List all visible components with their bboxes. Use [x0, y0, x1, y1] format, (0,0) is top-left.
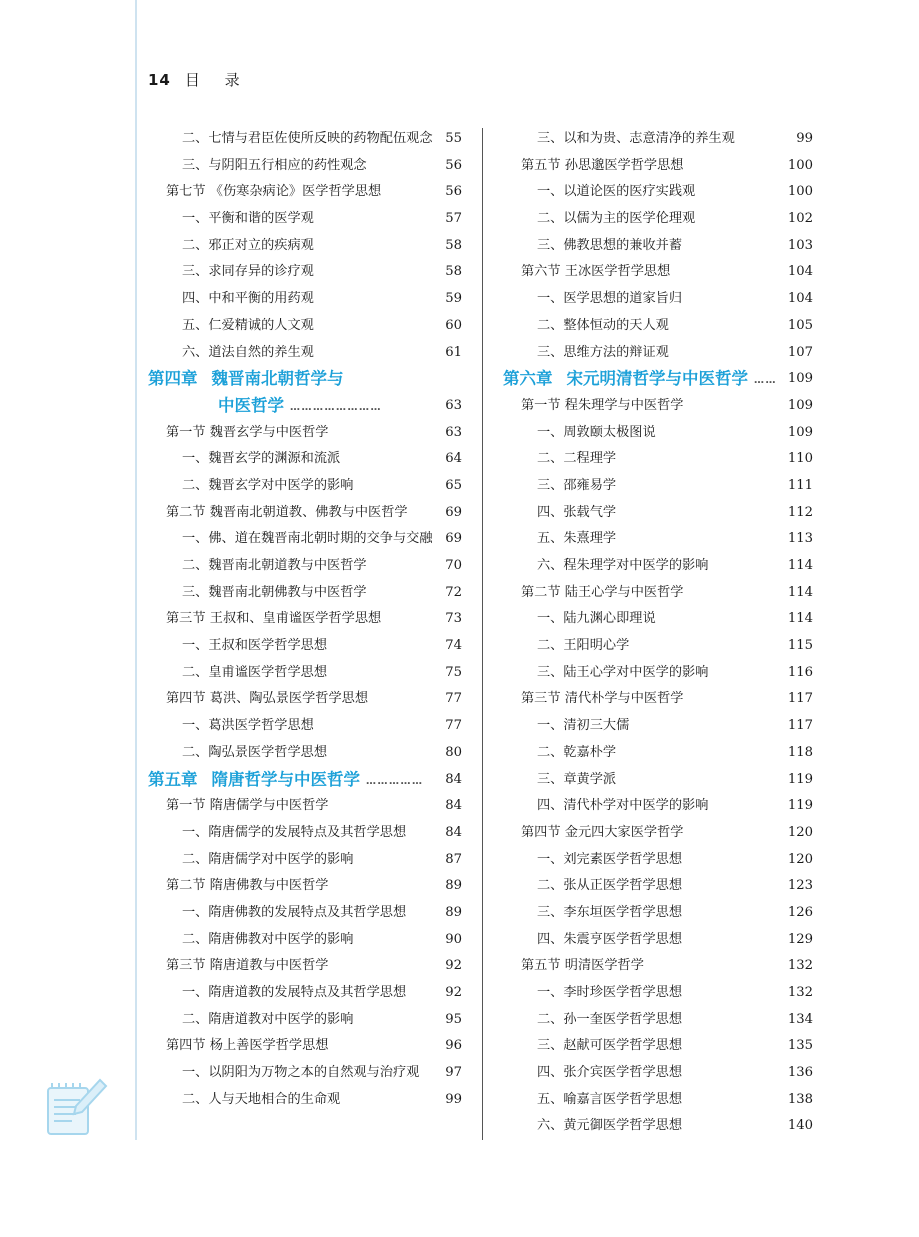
toc-label: 一、隋唐佛教的发展特点及其哲学思想 — [182, 904, 407, 920]
toc-label: 第四节 葛洪、陶弘景医学哲学思想 — [166, 691, 369, 707]
toc-item — [503, 340, 813, 367]
toc-page-number: 84 — [445, 798, 462, 814]
toc-page-number: 105 — [787, 317, 813, 333]
toc-page-number: 129 — [787, 931, 813, 947]
toc-label: 三、求同存异的诊疗观 — [182, 264, 314, 280]
toc-item — [503, 633, 813, 660]
toc-label: 四、中和平衡的用药观 — [182, 291, 314, 307]
toc-item — [503, 767, 813, 794]
toc-label: 一、李时珍医学哲学思想 — [537, 985, 683, 1000]
toc-page-number: 114 — [787, 558, 813, 573]
toc-item — [148, 526, 462, 553]
toc-item — [503, 873, 813, 900]
toc-page-number: 136 — [787, 1065, 813, 1081]
toc-label: 四、清代朴学对中医学的影响 — [537, 798, 709, 814]
toc-item — [503, 847, 813, 874]
toc-page-number: 111 — [787, 477, 813, 493]
toc-label: 四、张载气学 — [537, 504, 617, 520]
toc-page-number: 120 — [787, 851, 813, 867]
toc-item — [503, 126, 813, 153]
toc-label: 第七节 《伤寒杂病论》医学哲学思想 — [166, 184, 382, 200]
toc-label: 三、陆王心学对中医学的影响 — [537, 664, 709, 680]
page-header — [148, 69, 250, 90]
toc-page-number: 92 — [445, 958, 462, 974]
toc-page-number: 132 — [787, 985, 813, 1000]
toc-label: 一、葛洪医学哲学思想 — [182, 718, 314, 734]
toc-page-number: 56 — [445, 184, 462, 200]
leader-dots: …………… — [366, 775, 424, 787]
chapter-title-line2 — [218, 393, 382, 422]
toc-label: 第五节 明清医学哲学 — [521, 958, 644, 974]
page-number: 14 — [148, 71, 171, 89]
chapter-number: 第六章 — [503, 369, 553, 389]
toc-item — [148, 660, 462, 687]
toc-label: 五、喻嘉言医学哲学思想 — [537, 1091, 683, 1107]
toc-label: 六、道法自然的养生观 — [182, 344, 314, 360]
toc-item — [148, 153, 462, 180]
toc-page-number: 65 — [445, 477, 462, 493]
toc-item — [148, 340, 462, 367]
toc-item — [503, 927, 813, 954]
toc-item — [503, 1060, 813, 1087]
toc-page-number: 134 — [787, 1011, 813, 1027]
toc-label: 五、仁爱精诚的人文观 — [182, 317, 314, 333]
toc-page-number: 116 — [787, 664, 813, 680]
toc-item — [503, 553, 813, 580]
toc-label: 三、赵献可医学哲学思想 — [537, 1038, 683, 1054]
toc-column-left — [148, 126, 462, 1113]
toc-label: 二、隋唐佛教对中医学的影响 — [182, 931, 354, 947]
toc-page-number: 126 — [787, 904, 813, 920]
toc-label: 二、隋唐儒学对中医学的影响 — [182, 851, 354, 867]
toc-page-number: 114 — [787, 584, 813, 600]
toc-item — [148, 580, 462, 607]
toc-label: 一、医学思想的道家旨归 — [537, 291, 683, 307]
toc-page-number: 58 — [445, 264, 462, 280]
toc-page-number: 132 — [787, 958, 813, 974]
toc-page-number: 56 — [445, 157, 462, 173]
toc-section — [503, 953, 813, 980]
toc-page-number: 84 — [445, 824, 462, 840]
toc-label: 六、程朱理学对中医学的影响 — [537, 558, 709, 573]
toc-chapter — [503, 366, 813, 393]
toc-label: 二、以儒为主的医学伦理观 — [537, 211, 696, 227]
chapter-title-line — [503, 366, 777, 395]
toc-item — [148, 900, 462, 927]
toc-page-number: 90 — [445, 931, 462, 947]
toc-page-number: 100 — [787, 184, 813, 200]
toc-item — [148, 233, 462, 260]
toc-item — [503, 313, 813, 340]
toc-label: 二、王阳明心学 — [537, 638, 630, 654]
toc-item — [148, 980, 462, 1007]
toc-label: 二、隋唐道教对中医学的影响 — [182, 1011, 354, 1027]
toc-label: 六、黄元御医学哲学思想 — [537, 1118, 683, 1134]
toc-section — [503, 393, 813, 420]
toc-page-number: 117 — [787, 718, 813, 734]
column-divider — [482, 128, 483, 1140]
toc-label: 第六节 王冰医学哲学思想 — [521, 264, 671, 280]
toc-page-number: 109 — [787, 424, 813, 440]
toc-section — [148, 179, 462, 206]
toc-item — [503, 713, 813, 740]
toc-item — [148, 553, 462, 580]
toc-item — [503, 500, 813, 527]
toc-label: 二、陶弘景医学哲学思想 — [182, 744, 328, 760]
toc-label: 第四节 金元四大家医学哲学 — [521, 824, 684, 840]
toc-page-number: 92 — [445, 985, 462, 1001]
toc-label: 一、平衡和谐的医学观 — [182, 211, 314, 227]
toc-page-number: 97 — [445, 1065, 462, 1081]
toc-item — [148, 1087, 462, 1114]
toc-section — [148, 500, 462, 527]
toc-label: 第三节 清代朴学与中医哲学 — [521, 691, 684, 707]
chapter-title-line1 — [148, 366, 344, 393]
toc-page-number: 69 — [445, 504, 462, 520]
toc-page-number: 117 — [787, 691, 813, 707]
toc-page-number: 140 — [787, 1118, 813, 1134]
toc-item — [148, 206, 462, 233]
chapter-title: 宋元明清哲学与中医哲学 — [566, 369, 748, 389]
toc-section — [503, 820, 813, 847]
toc-item — [503, 793, 813, 820]
toc-label: 三、与阴阳五行相应的药性观念 — [182, 157, 367, 173]
toc-item — [148, 1007, 462, 1034]
toc-item — [503, 1087, 813, 1114]
toc-label: 一、以道论医的医疗实践观 — [537, 184, 696, 200]
toc-section — [148, 793, 462, 820]
toc-item — [148, 286, 462, 313]
toc-label: 第二节 隋唐佛教与中医哲学 — [166, 878, 329, 894]
toc-page-number: 77 — [445, 691, 462, 707]
chapter-number: 第五章 — [148, 769, 198, 789]
toc-label: 二、魏晋南北朝道教与中医哲学 — [182, 558, 367, 574]
toc-page-number: 61 — [445, 344, 462, 360]
chapter-title-line — [148, 767, 424, 796]
toc-label: 一、陆九渊心即理说 — [537, 611, 656, 627]
toc-item — [148, 446, 462, 473]
toc-page-number: 60 — [445, 317, 462, 333]
toc-chapter — [148, 767, 462, 794]
toc-item — [148, 259, 462, 286]
toc-page-number: 87 — [445, 851, 462, 867]
toc-page-number: 104 — [787, 264, 813, 280]
toc-item — [503, 526, 813, 553]
toc-section — [148, 873, 462, 900]
toc-page-number: 96 — [445, 1038, 462, 1054]
margin-line — [135, 0, 137, 1140]
toc-page-number: 89 — [445, 878, 462, 894]
toc-item — [148, 1060, 462, 1087]
leader-dots: …… — [754, 375, 777, 387]
toc-page-number: 135 — [787, 1038, 813, 1054]
toc-page-number: 74 — [445, 638, 462, 654]
toc-label: 二、魏晋玄学对中医学的影响 — [182, 477, 354, 493]
toc-item — [148, 713, 462, 740]
toc-page-number: 109 — [787, 371, 813, 387]
toc-page-number: 103 — [787, 237, 813, 253]
toc-page-number: 119 — [787, 798, 813, 814]
toc-item — [148, 847, 462, 874]
toc-page-number: 123 — [787, 878, 813, 894]
toc-label: 一、刘完素医学哲学思想 — [537, 851, 683, 867]
toc-section — [503, 686, 813, 713]
toc-label: 二、二程理学 — [537, 451, 617, 467]
toc-section — [148, 953, 462, 980]
toc-page-number: 102 — [787, 211, 813, 227]
toc-label: 第二节 陆王心学与中医哲学 — [521, 584, 684, 600]
toc-page-number: 100 — [787, 157, 813, 173]
toc-page-number: 59 — [445, 291, 462, 307]
toc-label: 二、孙一奎医学哲学思想 — [537, 1011, 683, 1027]
toc-item — [503, 233, 813, 260]
toc-label: 四、朱震亨医学哲学思想 — [537, 931, 683, 947]
toc-item — [503, 420, 813, 447]
toc-label: 一、佛、道在魏晋南北朝时期的交争与交融 — [182, 531, 433, 547]
toc-label: 二、邪正对立的疾病观 — [182, 237, 314, 253]
toc-label: 三、章黄学派 — [537, 771, 617, 787]
toc-label: 三、思维方法的辩证观 — [537, 344, 669, 360]
toc-label: 第一节 程朱理学与中医哲学 — [521, 397, 684, 413]
toc-page-number: 84 — [445, 771, 462, 787]
toc-page-number: 57 — [445, 211, 462, 227]
toc-section — [148, 1033, 462, 1060]
toc-page-number: 110 — [787, 451, 813, 467]
toc-item — [148, 820, 462, 847]
page-title: 目 录 — [184, 71, 250, 89]
chapter-number: 第四章 — [148, 369, 198, 389]
toc-section — [503, 580, 813, 607]
toc-label: 二、七情与君臣佐使所反映的药物配伍观念 — [182, 131, 433, 146]
toc-page-number: 69 — [445, 531, 462, 547]
toc-label: 三、邵雍易学 — [537, 477, 617, 493]
toc-page-number: 80 — [445, 744, 462, 760]
toc-label: 第三节 王叔和、皇甫谧医学哲学思想 — [166, 611, 382, 627]
toc-label: 四、张介宾医学哲学思想 — [537, 1065, 683, 1081]
toc-page-number: 77 — [445, 718, 462, 734]
toc-item — [148, 927, 462, 954]
toc-page-number: 115 — [787, 638, 813, 654]
toc-page-number: 138 — [787, 1091, 813, 1107]
toc-page-number: 113 — [787, 531, 813, 547]
toc-item — [148, 313, 462, 340]
toc-section — [503, 153, 813, 180]
toc-label: 三、佛教思想的兼收并蓄 — [537, 237, 683, 253]
notebook-pencil-icon — [42, 1074, 110, 1142]
toc-item — [503, 740, 813, 767]
toc-page-number: 63 — [445, 397, 462, 413]
toc-label: 第四节 杨上善医学哲学思想 — [166, 1038, 329, 1054]
toc-item — [503, 980, 813, 1007]
toc-label: 一、周敦颐太极图说 — [537, 424, 656, 440]
toc-item — [148, 633, 462, 660]
chapter-title-continued: 中医哲学 — [218, 395, 284, 415]
toc-label: 一、以阴阳为万物之本的自然观与治疗观 — [182, 1065, 420, 1081]
toc-item — [503, 1113, 813, 1140]
toc-page-number: 58 — [445, 237, 462, 253]
toc-page-number: 70 — [445, 558, 462, 574]
toc-page-number: 64 — [445, 451, 462, 467]
toc-item — [148, 473, 462, 500]
toc-item — [503, 473, 813, 500]
toc-label: 第三节 隋唐道教与中医哲学 — [166, 958, 329, 974]
toc-label: 一、清初三大儒 — [537, 718, 630, 734]
toc-page-number: 99 — [796, 131, 813, 146]
toc-item — [503, 660, 813, 687]
toc-label: 第二节 魏晋南北朝道教、佛教与中医哲学 — [166, 504, 408, 520]
toc-page-number: 119 — [787, 771, 813, 787]
toc-section — [148, 420, 462, 447]
toc-page-number: 104 — [787, 291, 813, 307]
toc-page-number: 109 — [787, 397, 813, 413]
toc-label: 第一节 魏晋玄学与中医哲学 — [166, 424, 329, 440]
toc-page-number: 73 — [445, 611, 462, 627]
toc-label: 一、魏晋玄学的渊源和流派 — [182, 451, 341, 467]
toc-item — [503, 206, 813, 233]
toc-page-number: 72 — [445, 584, 462, 600]
toc-label: 一、隋唐儒学的发展特点及其哲学思想 — [182, 824, 407, 840]
toc-page-number: 99 — [445, 1091, 462, 1107]
toc-item — [503, 286, 813, 313]
toc-page-number: 114 — [787, 611, 813, 627]
toc-label: 三、李东垣医学哲学思想 — [537, 904, 683, 920]
toc-section — [503, 259, 813, 286]
toc-page-number: 95 — [445, 1011, 462, 1027]
toc-label: 一、王叔和医学哲学思想 — [182, 638, 328, 654]
toc-page-number: 107 — [787, 344, 813, 360]
toc-page-number: 112 — [787, 504, 813, 520]
toc-label: 二、乾嘉朴学 — [537, 744, 617, 760]
toc-page-number: 120 — [787, 824, 813, 840]
toc-page-number: 118 — [787, 744, 813, 760]
toc-item — [503, 606, 813, 633]
toc-label: 二、张从正医学哲学思想 — [537, 878, 683, 894]
toc-label: 一、隋唐道教的发展特点及其哲学思想 — [182, 985, 407, 1001]
toc-item — [503, 1033, 813, 1060]
toc-label: 二、整体恒动的天人观 — [537, 317, 669, 333]
toc-page-number: 55 — [445, 131, 462, 146]
toc-label: 二、人与天地相合的生命观 — [182, 1091, 341, 1107]
toc-item — [503, 179, 813, 206]
toc-item — [148, 126, 462, 153]
toc-section — [148, 686, 462, 713]
toc-label: 三、魏晋南北朝佛教与中医哲学 — [182, 584, 367, 600]
toc-item — [503, 1007, 813, 1034]
toc-item — [503, 446, 813, 473]
toc-label: 五、朱熹理学 — [537, 531, 617, 547]
toc-page-number: 75 — [445, 664, 462, 680]
toc-page-number: 89 — [445, 904, 462, 920]
toc-column-right — [503, 126, 813, 1140]
toc-page-number: 63 — [445, 424, 462, 440]
toc-label: 第一节 隋唐儒学与中医哲学 — [166, 798, 329, 814]
chapter-title: 魏晋南北朝哲学与 — [211, 369, 344, 389]
toc-section — [148, 606, 462, 633]
toc-label: 第五节 孙思邈医学哲学思想 — [521, 157, 684, 173]
toc-item — [148, 740, 462, 767]
toc-label: 三、以和为贵、志意清净的养生观 — [537, 131, 735, 146]
toc-label: 二、皇甫谧医学哲学思想 — [182, 664, 328, 680]
chapter-title: 隋唐哲学与中医哲学 — [211, 769, 360, 789]
toc-item — [503, 900, 813, 927]
leader-dots: …………………… — [290, 401, 382, 413]
toc-chapter — [148, 366, 462, 419]
